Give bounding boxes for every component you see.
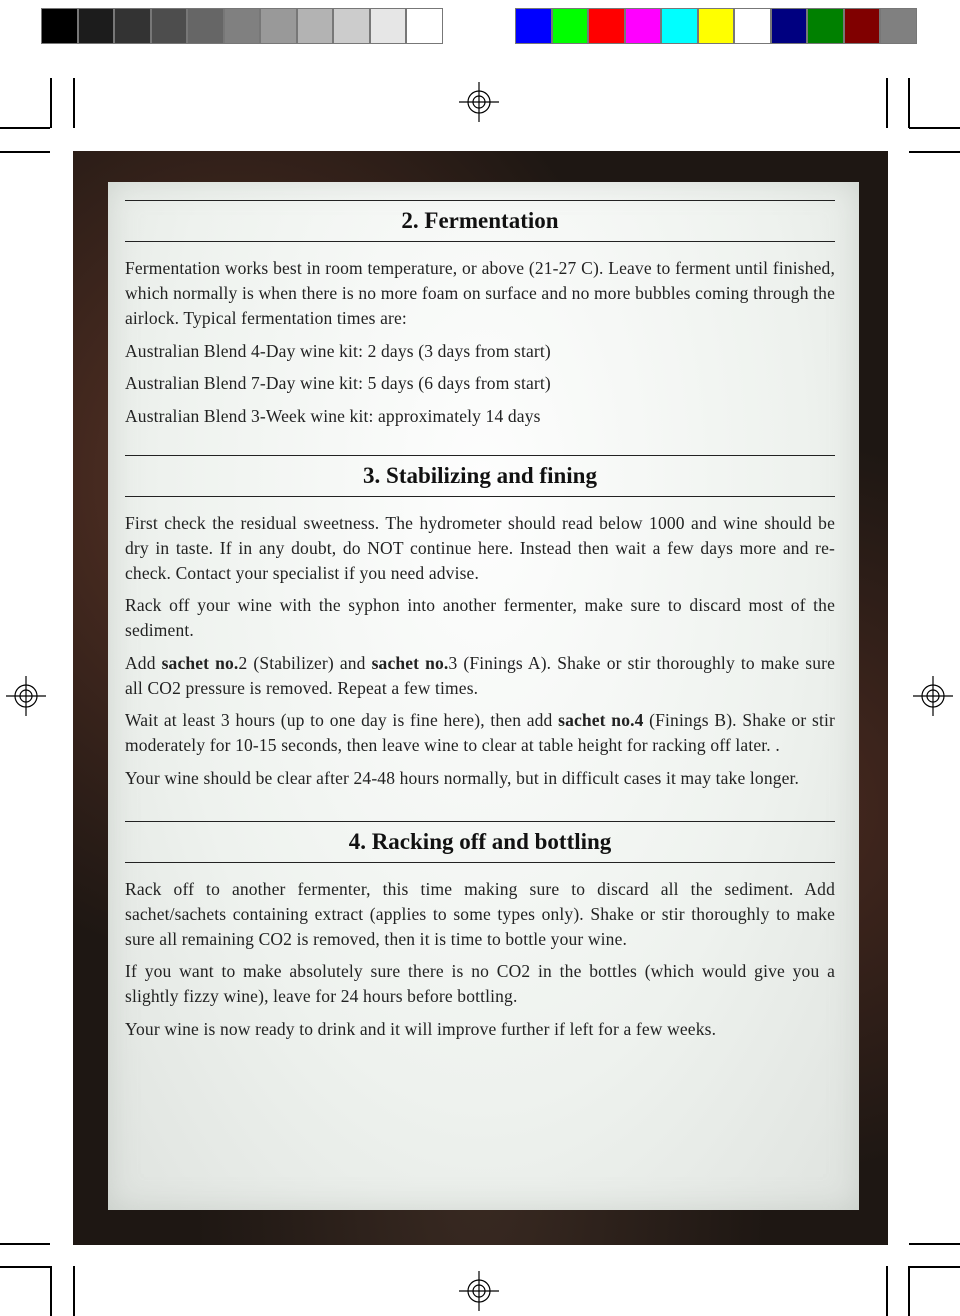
paragraph: Wait at least 3 hours (up to one day is fine here), then add sachet no.4 (Finings B). Shake or stir moderately for 10-15 seconds, then leave wine to clear at table height for racking off later. .: [125, 710, 835, 755]
paragraph: Australian Blend 7-Day wine kit: 5 days (6 days from start): [125, 373, 551, 393]
calibration-swatch: [880, 8, 917, 44]
calibration-swatch: [151, 8, 188, 44]
paragraph: Australian Blend 3-Week wine kit: approximately 14 days: [125, 405, 541, 426]
section-stabilizing: [125, 455, 835, 791]
calibration-swatch: [515, 8, 552, 44]
section-racking: [125, 821, 835, 1042]
calibration-swatch: [78, 8, 115, 44]
calibration-swatch: [625, 8, 662, 44]
calibration-swatch: [370, 8, 407, 44]
calibration-swatch: [771, 8, 808, 44]
registration-mark-icon: [459, 1271, 499, 1311]
calibration-swatch: [698, 8, 735, 44]
paragraph: First check the residual sweetness. The hydrometer should read below 1000 and wine should be dry in taste. If in any doubt, do NOT continue here. Instead then wait a few days more and re-check. Contact your specialist if you need advise.: [125, 512, 835, 583]
paragraph: Your wine should be clear after 24-48 hours normally, but in difficult cases it may take longer.: [125, 767, 800, 788]
calibration-swatch: [734, 8, 771, 44]
section-title: 2. Fermentation: [401, 208, 559, 233]
paragraph: Rack off your wine with the syphon into another fermenter, make sure to discard most of the sediment.: [125, 595, 835, 640]
calibration-swatch: [807, 8, 844, 44]
calibration-swatch: [224, 8, 261, 44]
section-title: 3. Stabilizing and fining: [363, 462, 597, 488]
calibration-swatch: [333, 8, 370, 44]
paragraph: Your wine is now ready to drink and it will improve further if left for a few weeks.: [125, 1018, 717, 1039]
paragraph: Add sachet no.2 (Stabilizer) and sachet no.3 (Finings A). Shake or stir thoroughly to make sure all CO2 pressure is removed. Repeat a few times.: [125, 652, 835, 698]
calibration-swatch: [552, 8, 589, 44]
calibration-swatch: [187, 8, 224, 44]
registration-mark-icon: [913, 676, 953, 716]
registration-mark-icon: [459, 82, 499, 122]
section-fermentation: [125, 200, 835, 429]
paragraph: Fermentation works best in room temperature, or above (21-27 C). Leave to ferment until finished, which normally is when there is no more foam on surface and no more bubbles coming through the airlock. Typical fermentation times are:: [125, 258, 835, 328]
calibration-swatch: [41, 8, 78, 44]
divider: [125, 241, 835, 242]
calibration-swatch: [297, 8, 334, 44]
calibration-swatch: [406, 8, 443, 44]
calibration-swatch: [260, 8, 297, 44]
calibration-swatch: [114, 8, 151, 44]
registration-mark-icon: [6, 676, 46, 716]
divider: [125, 862, 835, 863]
instructions-content: [125, 200, 835, 1042]
grayscale-calibration-bar: [41, 8, 443, 44]
calibration-swatch: [588, 8, 625, 44]
paragraph: Australian Blend 4-Day wine kit: 2 days (3 days from start): [125, 340, 551, 361]
calibration-swatch: [661, 8, 698, 44]
section-title: 4. Racking off and bottling: [348, 828, 612, 854]
calibration-swatch: [844, 8, 881, 44]
divider: [125, 496, 835, 497]
color-calibration-bar: [515, 8, 917, 44]
paragraph: Rack off to another fermenter, this time making sure to discard all the sediment. Add sachet/sachets containing extract (applies to some types only). Shake or stir thoroughly to make sure all remaining CO2 is removed, then it is time to bottle your wine.: [125, 878, 835, 949]
paragraph: If you want to make absolutely sure there is no CO2 in the bottles (which would give you a slightly fizzy wine), leave for 24 hours before bottling.: [125, 961, 835, 1006]
